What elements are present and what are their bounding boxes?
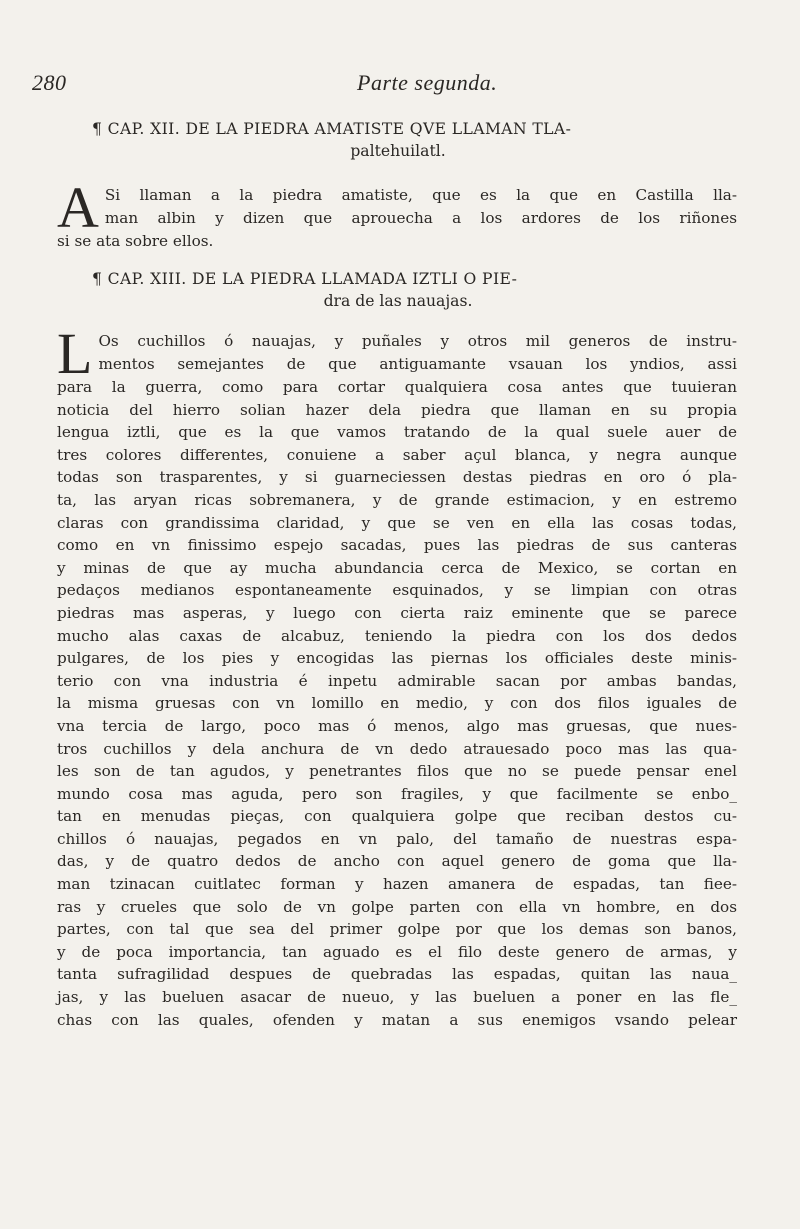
chapter-13-line: tanta sufragilidad despues de quebradas las espadas, quitan las naua_ — [57, 965, 737, 984]
chapter-13-line: mentos semejantes de que antiguamante vsauan los yndios, assi — [98, 354, 737, 373]
chapter-13-heading — [92, 268, 732, 312]
chapter-13-line: claras con grandissima claridad, y que se ven en ella las cosas todas, — [57, 513, 737, 532]
chapter-13-line: mundo cosa mas aguda, pero son fragiles, y que facilmente se enbo_ — [57, 784, 737, 803]
chapter-13-line: ras y crueles que solo de vn golpe parten con ella vn hombre, en dos — [57, 897, 737, 916]
chapter-13-line: como en vn finissimo espejo sacadas, pues las piedras de sus canteras — [57, 536, 737, 555]
chapter-13-line: les son de tan agudos, y penetrantes filos que no se puede pensar enel — [57, 762, 737, 781]
chapter-12-line: Si llaman a la piedra amatiste, que es la que en Castilla lla- — [104, 186, 737, 204]
chapter-13-line: jas, y las bueluen asacar de nueuo, y las bueluen a poner en las fle_ — [57, 988, 737, 1007]
chapter-13-line: terio con vna industria é inpetu admirable sacan por ambas bandas, — [57, 671, 737, 690]
chapter-13-line: mucho alas caxas de alcabuz, teniendo la piedra con los dos dedos — [57, 626, 737, 645]
chapter-12-heading-line1: ¶ CAP. XII. DE LA PIEDRA AMATISTE QVE LLAMAN TLA- — [92, 120, 572, 138]
chapter-13-line: para la guerra, como para cortar qualquiera cosa antes que tuuieran — [57, 378, 737, 396]
chapter-13-line: Os cuchillos ó nauajas, y puñales y otros mil generos de instru- — [98, 332, 737, 350]
chapter-13-dropcap: L — [57, 321, 93, 386]
chapter-13-line: tres colores differentes, conuiene a saber açul blanca, y negra aunque — [57, 445, 737, 464]
chapter-12-paragraph — [57, 175, 737, 253]
chapter-13-line: chillos ó nauajas, pegados en vn palo, del tamaño de nuestras espa- — [57, 829, 737, 848]
chapter-13-line: y de poca importancia, tan aguado es el filo deste genero de armas, y — [57, 942, 737, 961]
chapter-12-dropcap: A — [57, 175, 99, 240]
chapter-13-line: y minas de que ay mucha abundancia cerca de Mexico, se cortan en — [57, 558, 737, 577]
chapter-13-paragraph — [57, 321, 737, 1031]
chapter-13-line: tan en menudas pieças, con qualquiera golpe que reciban destos cu- — [57, 807, 737, 826]
chapter-13-line: noticia del hierro solian hazer dela piedra que llaman en su propia — [57, 400, 737, 419]
chapter-13-line: partes, con tal que sea del primer golpe por que los demas son banos, — [57, 920, 737, 939]
chapter-13-line: lengua iztli, que es la que vamos tratando de la qual suele auer de — [57, 423, 737, 442]
chapter-12-heading — [92, 118, 732, 162]
chapter-13-line: la misma gruesas con vn lomillo en medio, y con dos filos iguales de — [57, 694, 737, 713]
chapter-13-heading-line1: ¶ CAP. XIII. DE LA PIEDRA LLAMADA IZTLI O PIE- — [92, 270, 518, 288]
running-head — [32, 70, 740, 104]
chapter-13-line: ta, las aryan ricas sobremanera, y de grande estimacion, y en estremo — [57, 490, 737, 509]
chapter-13-line: pedaços medianos espontaneamente esquinados, y se limpian con otras — [57, 581, 737, 600]
page-number: 280 — [32, 70, 67, 95]
running-title: Parte segunda. — [357, 70, 498, 95]
chapter-13-line: piedras mas asperas, y luego con cierta raiz eminente que se parece — [57, 603, 737, 622]
chapter-12-line: man albin y dizen que aprouecha a los ardores de los riñones — [104, 208, 737, 227]
chapter-13-line: das, y de quatro dedos de ancho con aquel genero de goma que lla- — [57, 852, 737, 871]
chapter-13-line: pulgares, de los pies y encogidas las piernas los officiales deste minis- — [57, 649, 737, 668]
chapter-13-heading-line2: dra de las nauajas. — [323, 292, 473, 310]
chapter-12-line: si se ata sobre ellos. — [57, 232, 214, 250]
chapter-13-line: todas son trasparentes, y si guarneciessen destas piedras en oro ó pla- — [57, 468, 737, 487]
chapter-13-line: vna tercia de largo, poco mas ó menos, algo mas gruesas, que nues- — [57, 716, 737, 735]
chapter-12-heading-line2: paltehuilatl. — [350, 142, 446, 160]
chapter-13-line: man tzinacan cuitlatec forman y hazen amanera de espadas, tan fiee- — [57, 875, 737, 894]
chapter-13-line: tros cuchillos y dela anchura de vn dedo atrauesado poco mas las qua- — [57, 739, 737, 758]
chapter-13-line: chas con las quales, ofenden y matan a sus enemigos vsando pelear — [57, 1010, 737, 1029]
